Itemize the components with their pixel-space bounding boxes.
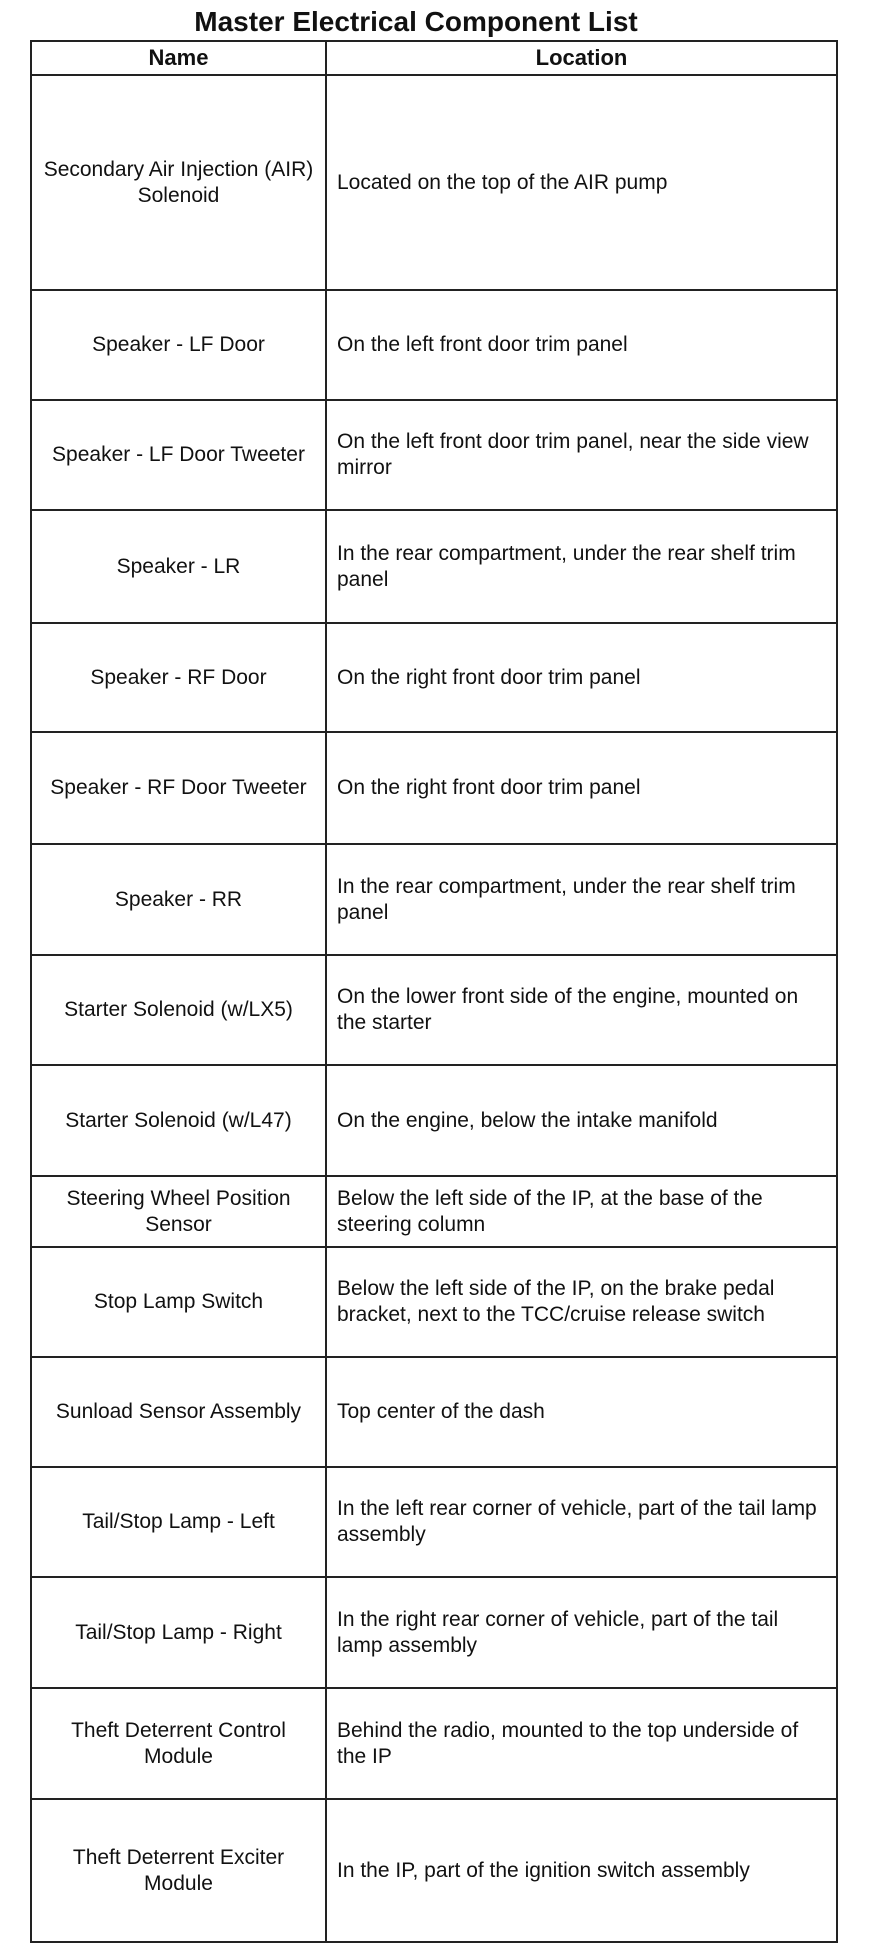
table-row xyxy=(31,290,837,400)
column-header-location: Location xyxy=(326,41,837,75)
component-location: On the left front door trim panel, near the side view mirror xyxy=(326,400,837,510)
table-row xyxy=(31,1688,837,1799)
table-row xyxy=(31,732,837,844)
component-name: Speaker - RF Door xyxy=(31,623,326,732)
component-name: Stop Lamp Switch xyxy=(31,1247,326,1357)
component-name: Secondary Air Injection (AIR) Solenoid xyxy=(31,75,326,290)
component-location: Below the left side of the IP, on the brake pedal bracket, next to the TCC/cruise release switch xyxy=(326,1247,837,1357)
component-name: Speaker - LF Door Tweeter xyxy=(31,400,326,510)
component-location: In the left rear corner of vehicle, part of the tail lamp assembly xyxy=(326,1467,837,1577)
table-row xyxy=(31,1467,837,1577)
component-name: Sunload Sensor Assembly xyxy=(31,1357,326,1467)
component-name: Speaker - LF Door xyxy=(31,290,326,400)
component-location: Below the left side of the IP, at the base of the steering column xyxy=(326,1176,837,1247)
table-row xyxy=(31,1176,837,1247)
table-row xyxy=(31,844,837,955)
table-row xyxy=(31,1799,837,1942)
component-location: On the lower front side of the engine, mounted on the starter xyxy=(326,955,837,1065)
table-row xyxy=(31,1065,837,1176)
component-name: Theft Deterrent Control Module xyxy=(31,1688,326,1799)
table-row xyxy=(31,400,837,510)
component-name: Tail/Stop Lamp - Left xyxy=(31,1467,326,1577)
component-location: On the left front door trim panel xyxy=(326,290,837,400)
component-name: Starter Solenoid (w/LX5) xyxy=(31,955,326,1065)
component-location: Top center of the dash xyxy=(326,1357,837,1467)
header-row xyxy=(31,41,837,75)
component-name: Steering Wheel Position Sensor xyxy=(31,1176,326,1247)
component-name: Starter Solenoid (w/L47) xyxy=(31,1065,326,1176)
table-row xyxy=(31,75,837,290)
component-location: Behind the radio, mounted to the top underside of the IP xyxy=(326,1688,837,1799)
table-row xyxy=(31,623,837,732)
table-row xyxy=(31,510,837,623)
table-row xyxy=(31,1357,837,1467)
column-header-name: Name xyxy=(31,41,326,75)
component-table xyxy=(30,40,838,1943)
component-location: In the rear compartment, under the rear shelf trim panel xyxy=(326,510,837,623)
table-row xyxy=(31,1247,837,1357)
component-name: Speaker - LR xyxy=(31,510,326,623)
component-location: On the right front door trim panel xyxy=(326,732,837,844)
component-location: In the IP, part of the ignition switch assembly xyxy=(326,1799,837,1942)
table-row xyxy=(31,1577,837,1688)
component-name: Theft Deterrent Exciter Module xyxy=(31,1799,326,1942)
component-location: In the right rear corner of vehicle, part of the tail lamp assembly xyxy=(326,1577,837,1688)
component-name: Speaker - RR xyxy=(31,844,326,955)
component-location: On the engine, below the intake manifold xyxy=(326,1065,837,1176)
page-title: Master Electrical Component List xyxy=(194,6,638,37)
component-location: Located on the top of the AIR pump xyxy=(326,75,837,290)
component-location: In the rear compartment, under the rear shelf trim panel xyxy=(326,844,837,955)
component-location: On the right front door trim panel xyxy=(326,623,837,732)
component-name: Tail/Stop Lamp - Right xyxy=(31,1577,326,1688)
component-name: Speaker - RF Door Tweeter xyxy=(31,732,326,844)
table-row xyxy=(31,955,837,1065)
